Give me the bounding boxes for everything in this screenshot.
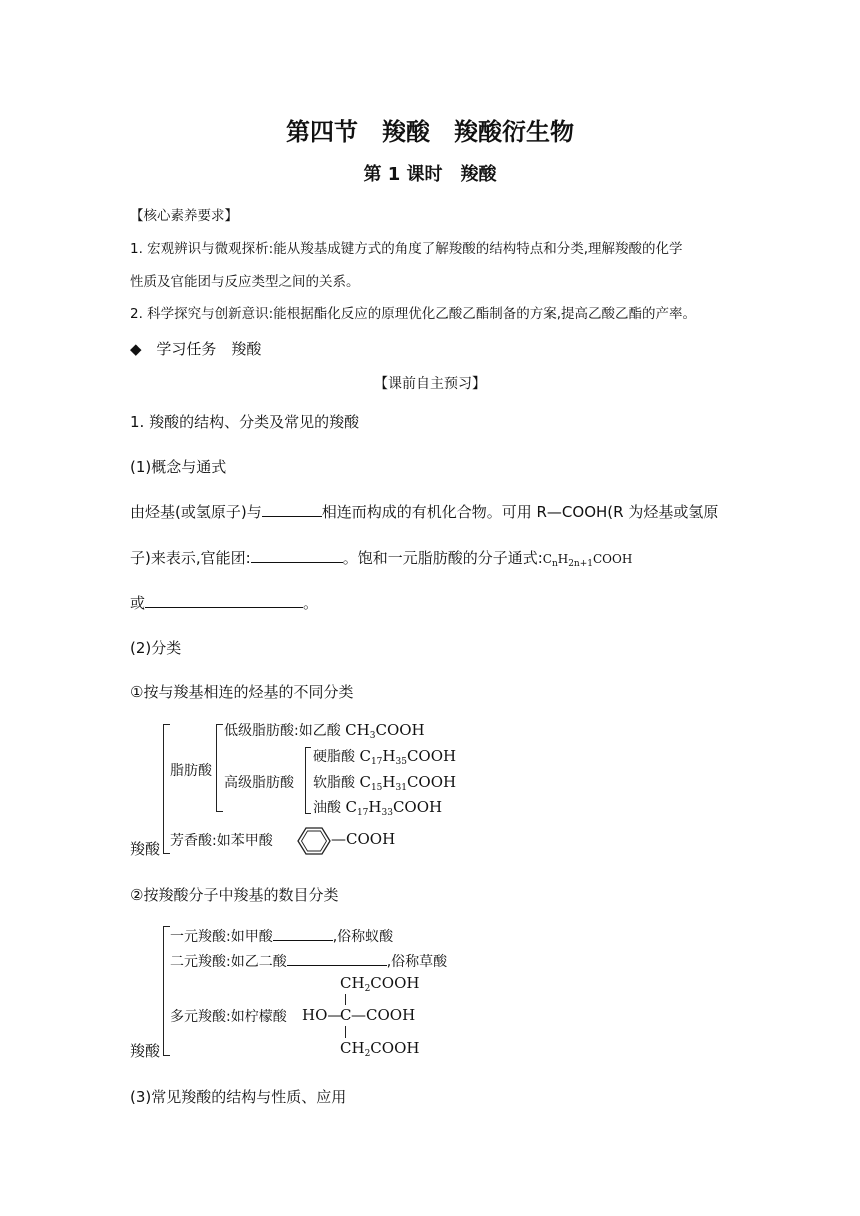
text: 。饱和一元脂肪酸的分子通式: [342,549,543,567]
fill-blank[interactable] [251,547,343,563]
classify-heading: (2)分类 [130,639,182,657]
bond-line-top [345,994,346,1005]
citric-ch2cooh-bottom: $CH_2COOH$ [340,1039,420,1059]
page-title: 第四节 羧酸 羧酸衍生物 [286,118,574,146]
dicarboxylic-acid: 二元羧酸:如乙二酸 ,俗称草酸 [170,950,447,971]
stearic-acid: 硬脂酸 $C_{17}H_{35}COOH$ [313,747,457,767]
benzene-ring-icon [297,826,331,856]
concept-line-3 [130,592,318,613]
fill-blank[interactable] [273,925,333,941]
page-subtitle: 第 1 课时 羧酸 [363,164,497,185]
citric-ho: HO— [302,1006,343,1024]
monocarboxylic-acid: 一元羧酸:如甲酸 ,俗称蚁酸 [170,925,393,946]
fill-blank[interactable] [287,950,387,966]
classify2-heading: ②按羧酸分子中羧基的数目分类 [130,886,339,904]
learning-task-label: 学习任务 羧酸 [156,340,262,358]
diagram2-root: 羧酸 [130,1042,161,1060]
palmitic-acid: 软脂酸 $C_{15}H_{31}COOH$ [313,773,457,793]
core-requirement-2: 2. 科学探究与创新意识:能根据酯化反应的原理优化乙酸乙酯制备的方案,提高乙酸乙酯的产率。 [130,306,697,322]
text: 子)来表示,官能团: [130,549,251,567]
section1-heading: 1. 羧酸的结构、分类及常见的羧酸 [130,413,360,431]
concept-heading: (1)概念与通式 [130,458,227,476]
diagram1-root: 羧酸 [130,840,161,858]
low-fatty-acid: 低级脂肪酸:如乙酸 $CH_3COOH$ [224,721,425,741]
high-acid-brace [305,747,311,814]
root-brace [163,926,170,1056]
citric-ch2cooh-top: $CH_2COOH$ [340,974,420,994]
fill-blank[interactable] [262,501,322,517]
citric-central-c: C [340,1006,352,1024]
learning-task [130,338,261,359]
text: 。 [303,594,319,612]
text: 相连而构成的有机化合物。可用 R—COOH(R 为烃基或氢原 [321,503,719,521]
concept-line-2 [130,547,632,569]
aliphatic-acid-label: 脂肪酸 [170,763,212,779]
diamond-bullet-icon: ◆ [130,340,142,358]
core-requirement-1-line1: 1. 宏观辨识与微观探析:能从羧基成键方式的角度了解羧酸的结构特点和分类,理解羧酸的化学 [130,241,683,257]
general-formula: $C_nH_{2n+1}COOH$ [542,552,633,569]
bond-line-bottom [345,1026,346,1038]
citric-cooh-right: —COOH [351,1006,416,1024]
root-brace [163,724,170,854]
core-requirements-heading: 【核心素养要求】 [130,208,238,224]
polycarboxylic-acid: 多元羧酸:如柠檬酸 [170,1009,287,1025]
classify1-heading: ①按与羧基相连的烃基的不同分类 [130,683,354,701]
preview-heading: 【课前自主预习】 [374,376,486,392]
aromatic-acid-label: 芳香酸:如苯甲酸 [170,833,273,849]
common-acids-heading: (3)常见羧酸的结构与性质、应用 [130,1088,347,1106]
fill-blank[interactable] [145,592,303,608]
text: 由烃基(或氢原子)与 [130,503,262,521]
core-requirement-1-line2: 性质及官能团与反应类型之间的关系。 [130,274,360,290]
oleic-acid: 油酸 $C_{17}H_{33}COOH$ [313,798,443,818]
text: 或 [130,594,146,612]
concept-line-1 [130,501,718,522]
high-fatty-acid-label: 高级脂肪酸 [224,775,294,791]
benzoic-acid-cooh: —COOH [331,830,396,848]
aliphatic-brace [216,724,223,812]
